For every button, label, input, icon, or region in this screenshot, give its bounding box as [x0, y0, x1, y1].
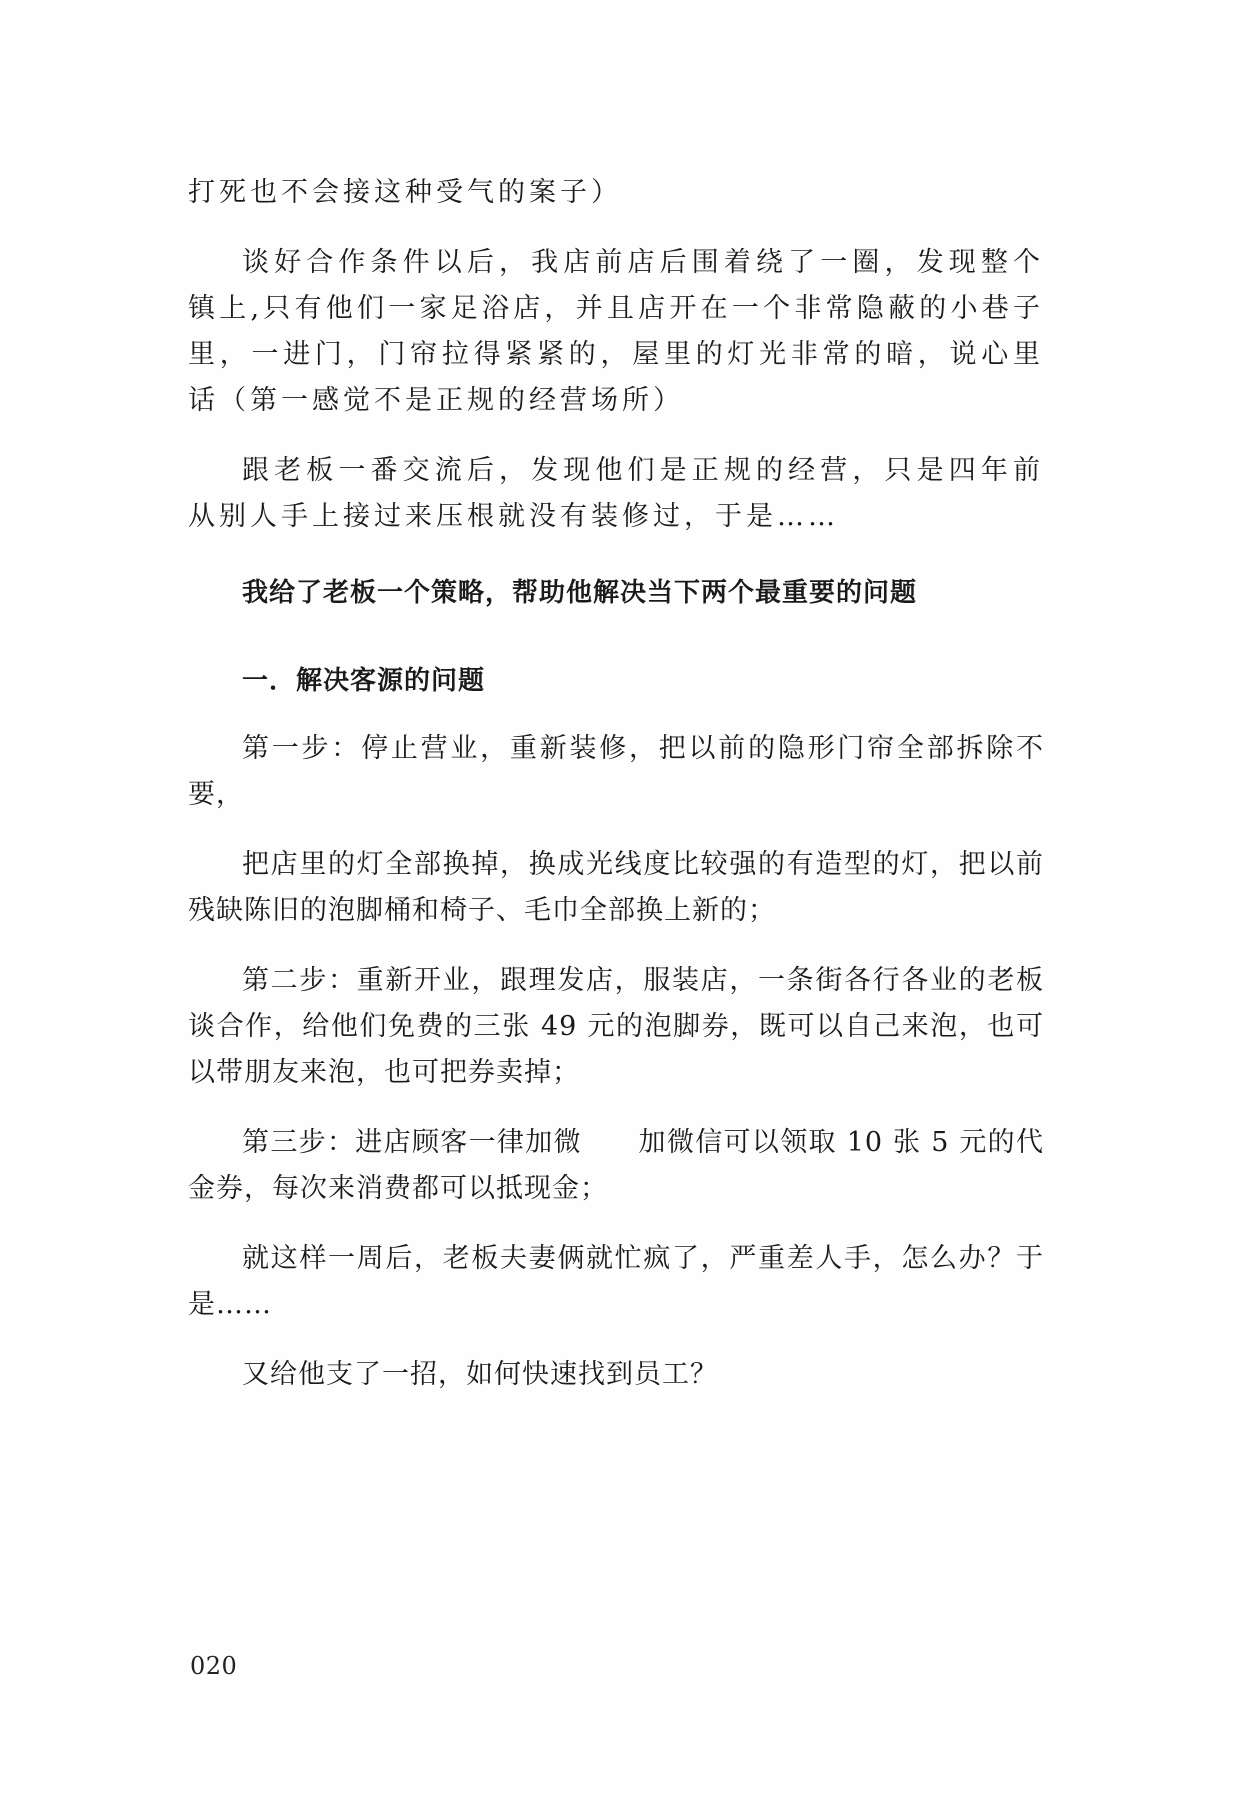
page-number: 020 — [190, 1652, 238, 1680]
page-content — [188, 170, 1044, 1422]
paragraph-find-staff: 又给他支了一招，如何快速找到员工？ — [242, 1359, 718, 1390]
paragraph-step-three: 第三步：进店顾客一律加微 加微信可以领取 10 张 5 元的代金券，每次来消费都可以抵现金； — [188, 1127, 1044, 1204]
paragraph-step-one: 第一步：停止营业，重新装修，把以前的隐形门帘全部拆除不要， — [188, 733, 1044, 810]
section-heading-strategy: 我给了老板一个策略，帮助他解决当下两个最重要的问题 — [242, 578, 918, 608]
paragraph-step-two: 第二步：重新开业，跟理发店，服装店，一条街各行各业的老板谈合作，给他们免费的三张 49 元的泡脚券，既可以自己来泡，也可以带朋友来泡，也可把券卖掉； — [188, 965, 1044, 1088]
paragraph-lights: 把店里的灯全部换掉，换成光线度比较强的有造型的灯，把以前残缺陈旧的泡脚桶和椅子、毛巾全部换上新的； — [188, 849, 1044, 926]
paragraph-continued: 打死也不会接这种受气的案子） — [188, 177, 622, 208]
paragraph-one-week-later: 就这样一周后，老板夫妻俩就忙疯了，严重差人手，怎么办？于是…… — [188, 1243, 1044, 1320]
paragraph-cooperation-terms: 谈好合作条件以后，我店前店后围着绕了一圈，发现整个镇上,只有他们一家足浴店，并且店开在一个非常隐蔽的小巷子里，一进门，门帘拉得紧紧的，屋里的灯光非常的暗，说心里话（第一感觉不是正规的经营场所） — [188, 247, 1044, 416]
paragraph-owner-talk: 跟老板一番交流后，发现他们是正规的经营，只是四年前从别人手上接过来压根就没有装修过，于是…… — [188, 455, 1044, 532]
subsection-heading-customers: 一．解决客源的问题 — [242, 666, 486, 696]
